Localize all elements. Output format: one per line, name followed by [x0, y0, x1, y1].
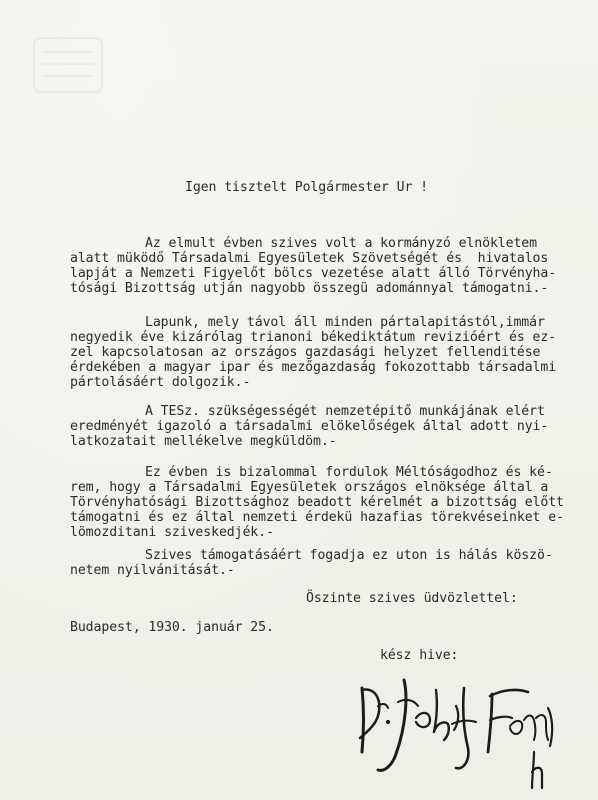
- paragraph-2-line-4: érdekében a magyar ipar és mezőgazdaság fokozottabb társadalmi: [70, 360, 557, 375]
- paragraph-2-line-3: zel kapcsolatosan az országos gazdasági helyzet fellenditése: [70, 345, 541, 360]
- paragraph-3-line-3: latkozatait mellékelve megküldöm.-: [70, 434, 337, 449]
- paragraph-5-line-2: netem nyilvánitását.-: [70, 563, 235, 578]
- paragraph-2-line-2: negyedik éve kizárólag trianoni békediktátum revizióért és ez-: [70, 330, 557, 345]
- closing: Öszinte szives üdvözlettel:: [306, 591, 518, 606]
- paragraph-4-line-4: támogatni és ez által nemzeti érdekü hazafias törekvéseinket e-: [70, 510, 564, 525]
- paragraph-1-line-1: Az elmult évben szives volt a kormányzó elnökletem: [145, 236, 537, 251]
- paragraph-4-line-2: rem, hogy a Társadalmi Egyesületek országos elnöksége által a: [70, 480, 549, 495]
- embossed-seal: [28, 30, 108, 100]
- paragraph-3-line-2: eredményét igazoló a társadalmi elökelőségek által adott nyi-: [70, 419, 549, 434]
- paragraph-5-line-1: Szives támogatásáért fogadja ez uton is hálás köszö-: [145, 548, 553, 563]
- paragraph-1-line-3: lapját a Nemzeti Figyelőt bölcs vezetése alatt álló Törvényha-: [70, 266, 557, 281]
- place-date: Budapest, 1930. január 25.: [70, 620, 274, 635]
- paragraph-4-line-5: lömozditani sziveskedjék.-: [70, 525, 274, 540]
- paragraph-2-line-5: pártolásáért dolgozik.-: [70, 375, 251, 390]
- paragraph-2-line-1: Lapunk, mely távol áll minden pártalapitástól,immár: [145, 315, 545, 330]
- paragraph-4-line-3: Törvényhatósági Bizottsághoz beadott kérelmét a bizottság előtt: [70, 495, 564, 510]
- closing-phrase: kész hive:: [380, 648, 459, 663]
- paragraph-1-line-4: tósági Bizottság utján nagyobb összegü adománnyal támogatni.-: [70, 281, 549, 296]
- handwritten-mark: [526, 748, 550, 792]
- paragraph-4-line-1: Ez évben is bizalommal fordulok Méltóságodhoz és ké-: [145, 465, 553, 480]
- paragraph-3-line-1: A TESz. szükségességét nemzetépitő munkájának elért: [145, 404, 545, 419]
- paragraph-1-line-2: alatt müködő Társadalmi Egyesületek Szövetségét és hivatalos: [70, 251, 549, 266]
- salutation: Igen tisztelt Polgármester Ur !: [185, 180, 429, 195]
